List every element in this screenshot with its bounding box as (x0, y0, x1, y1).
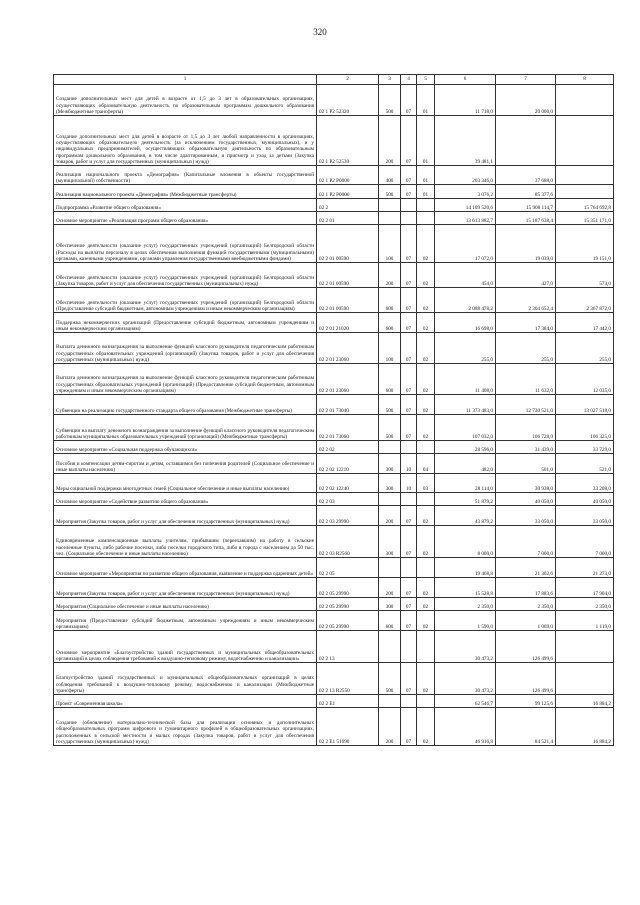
cell-v2: 126 499,6 (496, 663, 556, 695)
cell-v2: 7 000,0 (496, 526, 556, 558)
table-row (54, 85, 614, 116)
cell-pr: 02 (417, 313, 435, 333)
table-row (54, 313, 614, 333)
cell-vr (379, 199, 401, 212)
cell-vr: 500 (379, 395, 401, 415)
table-row (54, 708, 614, 746)
cell-v3 (556, 166, 614, 185)
cell-rz: 07 (401, 598, 417, 611)
header-cell: 5 (417, 75, 435, 85)
cell-vr: 500 (379, 663, 401, 695)
cell-vr (379, 631, 401, 663)
cell-v3: 12 035,0 (556, 364, 614, 395)
cell-rz: 10 (401, 474, 417, 493)
header-cell: 2 (317, 75, 379, 85)
cell-vr: 200 (379, 263, 401, 288)
cell-rz: 07 (401, 578, 417, 598)
cell-pr: 01 (417, 166, 435, 185)
cell-code: 02 1 P2 52320 (317, 85, 379, 116)
cell-code: 02 2 02 12210 (317, 454, 379, 474)
cell-rz: 07 (401, 263, 417, 288)
cell-v3: 15 351 171,0 (556, 212, 614, 225)
cell-pr: 03 (417, 474, 435, 493)
table-row (54, 695, 614, 708)
cell-v3: 21 273,0 (556, 558, 614, 578)
cell-name: Создание (обновление) материально-технической базы для реализации основных и дополнительных общеобразовательных программ цифрового и гуманитарного профилей в общеобразовательных организациях, расположенных в сельской местности и малых городах (Закупка товаров, работ и услуг для обеспечения государственных (муниципальных) нужд) (54, 708, 317, 746)
table-row (54, 526, 614, 558)
cell-name: Пособия и компенсации детям-сиротам и детям, оставшимся без попечения родителей (Социальное обеспечение и иные выплаты населению) (54, 454, 317, 474)
cell-code: 02 2 01 21020 (317, 313, 379, 333)
cell-v3 (556, 116, 614, 166)
cell-v1: 13 613 882,7 (435, 212, 496, 225)
table-row (54, 506, 614, 526)
cell-vr (379, 493, 401, 506)
header-cell: 8 (556, 75, 614, 85)
cell-v2: 99 125,6 (496, 695, 556, 708)
cell-v3 (556, 663, 614, 695)
cell-v2: 15 187 638,4 (496, 212, 556, 225)
cell-vr: 200 (379, 116, 401, 166)
cell-v2: 106 728,0 (496, 415, 556, 441)
table-row (54, 611, 614, 631)
table-row (54, 225, 614, 263)
cell-name: Мероприятия (Предоставление субсидий бюджетным, автономным учреждениям и иным некоммерческим организациям) (54, 611, 317, 631)
cell-v3: 17 904,0 (556, 578, 614, 598)
cell-code: 02 2 01 00590 (317, 263, 379, 288)
cell-v3: 33 208,0 (556, 474, 614, 493)
cell-vr: 300 (379, 526, 401, 558)
cell-vr: 500 (379, 185, 401, 199)
cell-v3: 33 729,0 (556, 441, 614, 454)
cell-v2: 255,0 (496, 333, 556, 364)
cell-rz: 07 (401, 611, 417, 631)
cell-vr: 100 (379, 225, 401, 263)
table-row (54, 578, 614, 598)
cell-pr: 02 (417, 663, 435, 695)
cell-name: Мероприятия (Социальное обеспечение и иные выплаты населению) (54, 598, 317, 611)
cell-name: Мероприятия (Закупка товаров, работ и услуг для обеспечения государственных (муниципальных) нужд) (54, 578, 317, 598)
table-row (54, 631, 614, 663)
cell-v1: 11 373 483,0 (435, 395, 496, 415)
cell-v2: 21 302,6 (496, 558, 556, 578)
cell-rz: 07 (401, 364, 417, 395)
cell-v1: 30 473,2 (435, 631, 496, 663)
cell-v1: 43 879,2 (435, 506, 496, 526)
cell-code: 02 2 01 (317, 212, 379, 225)
cell-name: Выплата денежного вознаграждения за выполнение функций классного руководителя педагогическим работникам государственных образовательных учреждений (организаций) (Предоставление субсидий бюджетным, автономным учреждениям и иным некоммерческим организациям) (54, 364, 317, 395)
table-row (54, 558, 614, 578)
cell-code: 02 2 05 29990 (317, 598, 379, 611)
cell-name: Создание дополнительных мест для детей в возрасте от 1,5 до 3 лет в образовательных организациях, осуществляющих образовательную деятельность по образовательным программам дошкольного образования (Межбюджетные трансферты) (54, 85, 317, 116)
cell-vr: 600 (379, 364, 401, 395)
cell-vr: 300 (379, 474, 401, 493)
header-cell: 7 (496, 75, 556, 85)
cell-code: 02 2 01 73060 (317, 415, 379, 441)
cell-v2: 30 938,0 (496, 474, 556, 493)
cell-code: 02 2 05 (317, 558, 379, 578)
cell-v1: 46 916,8 (435, 708, 496, 746)
cell-v1: 28 596,0 (435, 441, 496, 454)
cell-name: Основное мероприятие «Мероприятия по развитию общего образования, выявление и поддержка одаренных детей» (54, 558, 317, 578)
cell-name: Создание дополнительных мест для детей в возрасте от 1,5 до 3 лет любой направленности в организациях, осуществляющих образовательную деятельность (за исключением государственных, муниципальных), и у индивидуальных предпринимателей, осуществляющих образовательную деятельность по образовательным программам дошкольного образования, в том числе адаптированным, и присмотр и уход за детьми (Закупка товаров, работ и услуг для государственных (муниципальных) нужд) (54, 116, 317, 166)
cell-code: 02 2 01 23060 (317, 333, 379, 364)
cell-rz (401, 212, 417, 225)
cell-v3 (556, 185, 614, 199)
cell-v3 (556, 631, 614, 663)
cell-v1: 62 546,7 (435, 695, 496, 708)
cell-code: 02 1 P2 P0000 (317, 166, 379, 185)
cell-vr (379, 695, 401, 708)
cell-pr: 02 (417, 526, 435, 558)
cell-v3: 106 325,0 (556, 415, 614, 441)
table-header-row (54, 75, 614, 85)
cell-vr: 200 (379, 708, 401, 746)
cell-v2: 17 883,6 (496, 578, 556, 598)
table-row (54, 454, 614, 474)
cell-v2: 1 069,0 (496, 611, 556, 631)
cell-pr: 02 (417, 611, 435, 631)
cell-v1: 454,0 (435, 263, 496, 288)
cell-name: Поддержка некоммерческих организаций (Предоставление субсидий бюджетным, автономным учреждениям и иным некоммерческим организациям) (54, 313, 317, 333)
cell-v3: 521,0 (556, 454, 614, 474)
cell-v1: 15 528,8 (435, 578, 496, 598)
cell-pr (417, 212, 435, 225)
table-row (54, 333, 614, 364)
cell-name: Выплата денежного вознаграждения за выполнение функций классного руководителя педагогическим работникам государственных образовательных учреждений (организаций) (Закупка товаров, работ и услуг для обеспечения государственных (муниципальных) нужд) (54, 333, 317, 364)
cell-code: 02 1 P2 P0000 (317, 185, 379, 199)
cell-code: 02 2 01 00590 (317, 225, 379, 263)
cell-vr: 400 (379, 166, 401, 185)
cell-code: 02 2 02 12240 (317, 474, 379, 493)
cell-vr: 100 (379, 333, 401, 364)
cell-code: 02 2 01 73040 (317, 395, 379, 415)
table-row (54, 493, 614, 506)
cell-v2: 84 521,4 (496, 708, 556, 746)
cell-v1: 28 114,0 (435, 474, 496, 493)
cell-code: 02 2 13 (317, 631, 379, 663)
table-row (54, 663, 614, 695)
cell-v2: 33 050,0 (496, 506, 556, 526)
cell-v1: 14 109 520,6 (435, 199, 496, 212)
cell-v2: 40 050,0 (496, 493, 556, 506)
cell-code: 02 2 01 23060 (317, 364, 379, 395)
cell-pr: 01 (417, 185, 435, 199)
cell-pr (417, 199, 435, 212)
header-cell: 1 (54, 75, 317, 85)
cell-rz (401, 493, 417, 506)
cell-pr (417, 493, 435, 506)
cell-v3: 13 027 518,0 (556, 395, 614, 415)
cell-vr: 300 (379, 598, 401, 611)
cell-name: Основное мероприятие «Благоустройство зданий государственных и муниципальных общеобразовательных организаций в целях соблюдения требований к воздушно-тепловому режиму, водоснабжению и канализации» (54, 631, 317, 663)
table-row (54, 199, 614, 212)
cell-pr (417, 558, 435, 578)
cell-rz (401, 558, 417, 578)
cell-vr: 200 (379, 506, 401, 526)
table-row (54, 598, 614, 611)
cell-rz: 07 (401, 185, 417, 199)
cell-code: 02 2 (317, 199, 379, 212)
cell-pr (417, 441, 435, 454)
cell-pr (417, 631, 435, 663)
cell-v2: 85 377,6 (496, 185, 556, 199)
cell-v3: 1 119,0 (556, 611, 614, 631)
cell-v2: 15 908 114,7 (496, 199, 556, 212)
cell-v3: 2 350,0 (556, 598, 614, 611)
cell-vr (379, 441, 401, 454)
cell-pr: 02 (417, 598, 435, 611)
cell-vr: 500 (379, 415, 401, 441)
cell-code: 02 2 E1 51690 (317, 708, 379, 746)
cell-v1: 107 032,0 (435, 415, 496, 441)
cell-v1: 255,0 (435, 333, 496, 364)
cell-v3: 255,0 (556, 333, 614, 364)
cell-rz: 07 (401, 526, 417, 558)
cell-v1: 19 468,8 (435, 558, 496, 578)
cell-name: Основное мероприятие «Реализация программ общего образования» (54, 212, 317, 225)
cell-name: Обеспечение деятельности (оказание услуг) государственных учреждений (организаций) Белгородской области (Предоставление субсидий бюджетным, автономным учреждениям и иным некоммерческим организациям) (54, 288, 317, 313)
cell-pr: 02 (417, 578, 435, 598)
cell-rz: 07 (401, 166, 417, 185)
table-row (54, 116, 614, 166)
cell-v1: 8 000,0 (435, 526, 496, 558)
cell-v2: 2 350,0 (496, 598, 556, 611)
cell-v3 (556, 85, 614, 116)
cell-v2: 20 000,0 (496, 85, 556, 116)
header-cell: 6 (435, 75, 496, 85)
cell-v2: 17 384,0 (496, 313, 556, 333)
cell-v3: 19 151,0 (556, 225, 614, 263)
table-row (54, 415, 614, 441)
cell-rz: 07 (401, 288, 417, 313)
cell-vr: 600 (379, 611, 401, 631)
cell-rz: 07 (401, 116, 417, 166)
table-row (54, 263, 614, 288)
cell-rz: 07 (401, 663, 417, 695)
cell-name: Субвенции на выплату денежного вознаграждения за выполнение функций классного руководителя педагогическим работникам муниципальных образовательных учреждений (организаций) (Межбюджетные трансферты) (54, 415, 317, 441)
table-row (54, 166, 614, 185)
cell-v3: 16 884,2 (556, 708, 614, 746)
cell-v3: 7 000,0 (556, 526, 614, 558)
cell-code: 02 2 13 R2550 (317, 663, 379, 695)
cell-v2: 37 688,0 (496, 166, 556, 185)
cell-name: Обеспечение деятельности (оказание услуг) государственных учреждений (организаций) Белгородской области (Закупка товаров, работ и услуг для обеспечения государственных (муниципальных) нужд) (54, 263, 317, 288)
cell-pr: 02 (417, 333, 435, 364)
cell-name: Субвенции на реализацию государственного стандарта общего образования (Межбюджетные трансферты) (54, 395, 317, 415)
cell-v2: 501,0 (496, 454, 556, 474)
cell-rz: 07 (401, 313, 417, 333)
cell-name: Благоустройство зданий государственных и муниципальных общеобразовательных организаций в целях соблюдения требований к воздушно-тепловому режиму, водоснабжению и канализации (Межбюджетные трансферты) (54, 663, 317, 695)
cell-vr: 600 (379, 288, 401, 313)
cell-code: 02 2 03 (317, 493, 379, 506)
cell-pr: 04 (417, 454, 435, 474)
cell-pr: 02 (417, 225, 435, 263)
cell-rz: 10 (401, 454, 417, 474)
cell-rz: 07 (401, 395, 417, 415)
cell-v2 (496, 116, 556, 166)
cell-v2: 19 039,0 (496, 225, 556, 263)
cell-v1: 16 698,0 (435, 313, 496, 333)
cell-v2: 2 304 652,4 (496, 288, 556, 313)
cell-code: 02 2 03 R2560 (317, 526, 379, 558)
cell-v1: 30 473,2 (435, 663, 496, 695)
cell-name: Единовременные компенсационные выплаты учителям, прибывшим (переехавшим) на работу в сельские населенные пункты, либо рабочие поселки, либо поселки городского типа, либо в города с населением до 50 тыс. чел. (Социальное обеспечение и иные выплаты населению) (54, 526, 317, 558)
cell-name: Основное мероприятие «Социальная поддержка обучающихся» (54, 441, 317, 454)
table-row (54, 212, 614, 225)
table-row (54, 441, 614, 454)
cell-vr: 600 (379, 313, 401, 333)
table-row (54, 395, 614, 415)
cell-v1: 203 346,0 (435, 166, 496, 185)
cell-v3: 17 442,0 (556, 313, 614, 333)
cell-v1: 482,0 (435, 454, 496, 474)
cell-code: 02 2 03 29990 (317, 506, 379, 526)
cell-v3: 15 764 692,8 (556, 199, 614, 212)
cell-v3: 573,0 (556, 263, 614, 288)
table-row (54, 185, 614, 199)
cell-name: Реализация национального проекта «Демография» (Капитальные вложения в объекты государственной (муниципальной) собственности) (54, 166, 317, 185)
cell-vr (379, 558, 401, 578)
cell-rz: 07 (401, 333, 417, 364)
cell-v3: 16 884,2 (556, 695, 614, 708)
cell-v1: 3 076,2 (435, 185, 496, 199)
cell-pr: 02 (417, 288, 435, 313)
cell-pr: 02 (417, 364, 435, 395)
cell-code: 02 2 05 29990 (317, 611, 379, 631)
cell-pr: 02 (417, 395, 435, 415)
cell-code: 02 2 E1 (317, 695, 379, 708)
cell-rz (401, 441, 417, 454)
cell-pr: 02 (417, 263, 435, 288)
cell-pr: 01 (417, 116, 435, 166)
cell-pr: 02 (417, 506, 435, 526)
cell-v2: 31 439,0 (496, 441, 556, 454)
cell-pr: 01 (417, 85, 435, 116)
cell-pr: 02 (417, 415, 435, 441)
cell-pr (417, 695, 435, 708)
header-cell: 3 (379, 75, 401, 85)
cell-pr: 02 (417, 708, 435, 746)
cell-rz (401, 631, 417, 663)
cell-rz (401, 199, 417, 212)
cell-rz: 07 (401, 85, 417, 116)
cell-vr: 200 (379, 578, 401, 598)
cell-v3: 40 050,0 (556, 493, 614, 506)
cell-vr: 500 (379, 85, 401, 116)
cell-vr (379, 212, 401, 225)
cell-v1: 2 088 478,2 (435, 288, 496, 313)
cell-rz: 07 (401, 415, 417, 441)
cell-v1: 17 072,0 (435, 225, 496, 263)
cell-name: Реализация национального проекта «Демография» (Межбюджетные трансферты) (54, 185, 317, 199)
cell-v1: 11 408,0 (435, 364, 496, 395)
cell-v1: 11 718,0 (435, 85, 496, 116)
table-row (54, 288, 614, 313)
cell-name: Меры социальной поддержки многодетных семей (Социальное обеспечение и иные выплаты населению) (54, 474, 317, 493)
cell-v2: 427,0 (496, 263, 556, 288)
cell-rz: 07 (401, 708, 417, 746)
cell-v1: 51 879,2 (435, 493, 496, 506)
cell-code: 02 2 05 29990 (317, 578, 379, 598)
cell-code: 02 2 01 00590 (317, 288, 379, 313)
cell-v3: 33 050,0 (556, 506, 614, 526)
cell-v1: 2 350,0 (435, 598, 496, 611)
cell-name: Подпрограмма «Развитие общего образования» (54, 199, 317, 212)
cell-name: Обеспечение деятельности (оказание услуг) государственных учреждений (организаций) Белгородской области (Расходы на выплаты персоналу в целях обеспечения выполнения функций государственными (муниципальными) органами, казенными учреждениями, органами управления государственными внебюджетными фондами) (54, 225, 317, 263)
cell-v1: 39 481,1 (435, 116, 496, 166)
cell-v2: 126 499,6 (496, 631, 556, 663)
cell-v1: 1 590,0 (435, 611, 496, 631)
page-number: 320 (313, 27, 327, 37)
cell-rz: 07 (401, 506, 417, 526)
header-cell: 4 (401, 75, 417, 85)
cell-name: Проект «Современная школа» (54, 695, 317, 708)
cell-vr: 300 (379, 454, 401, 474)
cell-rz: 07 (401, 225, 417, 263)
cell-v3: 2 367 872,0 (556, 288, 614, 313)
cell-code: 02 1 P2 52530 (317, 116, 379, 166)
table-row (54, 364, 614, 395)
budget-table (53, 74, 614, 746)
cell-v2: 12 730 521,0 (496, 395, 556, 415)
cell-name: Основное мероприятие «Содействие развитию общего образования» (54, 493, 317, 506)
cell-name: Мероприятия (Закупка товаров, работ и услуг для обеспечения государственных (муниципальных) нужд) (54, 506, 317, 526)
cell-code: 02 2 02 (317, 441, 379, 454)
table-row (54, 474, 614, 493)
cell-v2: 11 632,0 (496, 364, 556, 395)
cell-rz (401, 695, 417, 708)
